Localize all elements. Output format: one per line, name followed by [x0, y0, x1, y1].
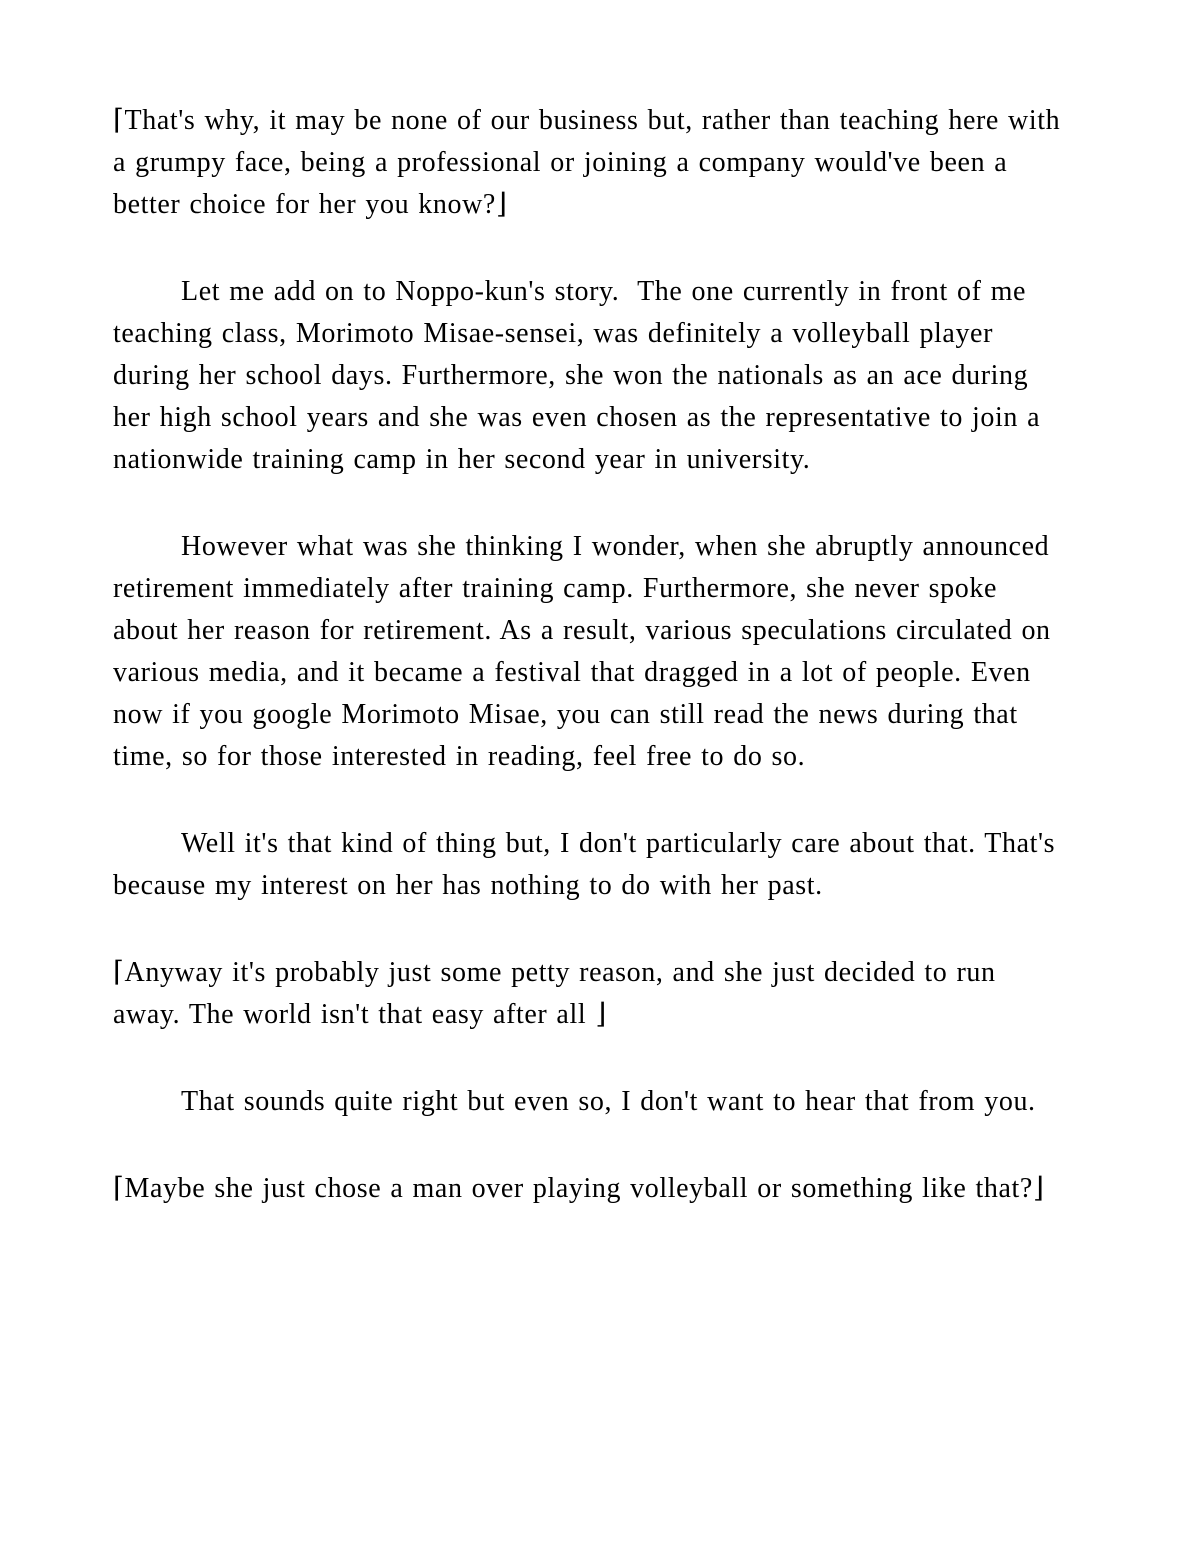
document-page [113, 100, 1069, 1255]
paragraph-narration: However what was she thinking I wonder, when she abruptly announced retirement immediately after training camp. Furthermore, she never spoke about her reason for retirement. As a result, various speculations circulated on various media, and it became a festival that dragged in a lot of people. Even now if you google Morimoto Misae, you can still read the news during that time, so for those interested in reading, feel free to do so. [113, 531, 1060, 772]
paragraph-quote: ⌈That's why, it may be none of our business but, rather than teaching here with a grumpy face, being a professional or joining a company would've been a better choice for her you know?⌋ [113, 105, 1070, 220]
paragraph-narration: That sounds quite right but even so, I don't want to hear that from you. [181, 1086, 1036, 1117]
paragraph-narration: Let me add on to Noppo-kun's story. The one currently in front of me teaching class, Morimoto Misae-sensei, was definitely a volleyball player during her school days. Furthermore, she won the nationals as an ace during her high school years and she was even chosen as the representative to join a nationwide training camp in her second year in university. [113, 276, 1050, 475]
paragraph-quote: ⌈Maybe she just chose a man over playing volleyball or something like that?⌋ [113, 1173, 1045, 1204]
paragraph-quote: ⌈Anyway it's probably just some petty reason, and she just decided to run away. The world isn't that easy after all ⌋ [113, 957, 1005, 1030]
paragraph-narration: Well it's that kind of thing but, I don't particularly care about that. That's because my interest on her has nothing to do with her past. [113, 828, 1065, 901]
